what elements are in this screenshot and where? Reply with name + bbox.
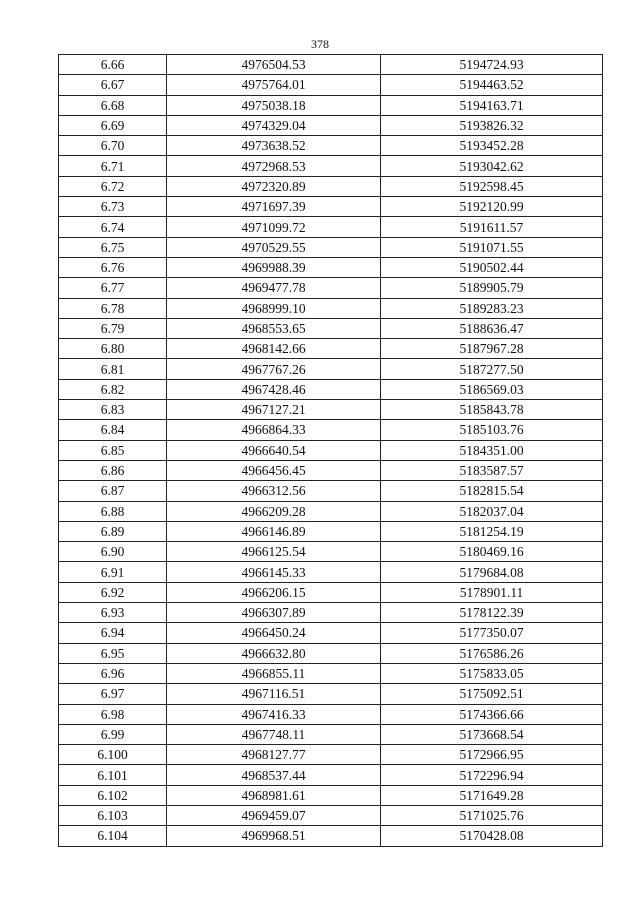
table-row: [59, 623, 603, 643]
point-id-cell: 6.74: [59, 217, 167, 237]
y-coordinate-cell: 5193826.32: [381, 115, 603, 135]
y-coordinate-cell: 5193042.62: [381, 156, 603, 176]
x-coordinate-cell: 4966125.54: [167, 542, 381, 562]
x-coordinate-cell: 4972968.53: [167, 156, 381, 176]
y-coordinate-cell: 5191071.55: [381, 237, 603, 257]
point-id-cell: 6.66: [59, 55, 167, 75]
y-coordinate-cell: 5184351.00: [381, 440, 603, 460]
table-row: [59, 663, 603, 683]
x-coordinate-cell: 4976504.53: [167, 55, 381, 75]
y-coordinate-cell: 5181254.19: [381, 521, 603, 541]
point-id-cell: 6.104: [59, 826, 167, 846]
point-id-cell: 6.70: [59, 136, 167, 156]
page-number: 378: [311, 37, 329, 51]
table-row: [59, 501, 603, 521]
x-coordinate-cell: 4967428.46: [167, 379, 381, 399]
table-row: [59, 339, 603, 359]
x-coordinate-cell: 4968999.10: [167, 298, 381, 318]
y-coordinate-cell: 5175092.51: [381, 684, 603, 704]
x-coordinate-cell: 4966145.33: [167, 562, 381, 582]
point-id-cell: 6.73: [59, 197, 167, 217]
point-id-cell: 6.71: [59, 156, 167, 176]
point-id-cell: 6.81: [59, 359, 167, 379]
y-coordinate-cell: 5194163.71: [381, 95, 603, 115]
x-coordinate-cell: 4966864.33: [167, 420, 381, 440]
x-coordinate-cell: 4968127.77: [167, 745, 381, 765]
point-id-cell: 6.99: [59, 724, 167, 744]
y-coordinate-cell: 5177350.07: [381, 623, 603, 643]
table-row: [59, 745, 603, 765]
y-coordinate-cell: 5171649.28: [381, 785, 603, 805]
x-coordinate-cell: 4967748.11: [167, 724, 381, 744]
point-id-cell: 6.82: [59, 379, 167, 399]
table-row: [59, 562, 603, 582]
y-coordinate-cell: 5194724.93: [381, 55, 603, 75]
table-body: [59, 55, 603, 847]
y-coordinate-cell: 5191611.57: [381, 217, 603, 237]
y-coordinate-cell: 5186569.03: [381, 379, 603, 399]
x-coordinate-cell: 4966640.54: [167, 440, 381, 460]
y-coordinate-cell: 5187967.28: [381, 339, 603, 359]
table-row: [59, 440, 603, 460]
y-coordinate-cell: 5182815.54: [381, 481, 603, 501]
x-coordinate-cell: 4971099.72: [167, 217, 381, 237]
y-coordinate-cell: 5193452.28: [381, 136, 603, 156]
y-coordinate-cell: 5171025.76: [381, 805, 603, 825]
table-row: [59, 278, 603, 298]
y-coordinate-cell: 5188636.47: [381, 318, 603, 338]
table-row: [59, 542, 603, 562]
table-row: [59, 420, 603, 440]
y-coordinate-cell: 5185843.78: [381, 400, 603, 420]
x-coordinate-cell: 4967116.51: [167, 684, 381, 704]
table-row: [59, 217, 603, 237]
table-row: [59, 75, 603, 95]
point-id-cell: 6.92: [59, 582, 167, 602]
y-coordinate-cell: 5189283.23: [381, 298, 603, 318]
point-id-cell: 6.67: [59, 75, 167, 95]
coordinate-table: [58, 54, 603, 847]
y-coordinate-cell: 5172296.94: [381, 765, 603, 785]
table-row: [59, 379, 603, 399]
table-row: [59, 481, 603, 501]
point-id-cell: 6.72: [59, 176, 167, 196]
x-coordinate-cell: 4975764.01: [167, 75, 381, 95]
table-row: [59, 785, 603, 805]
table-row: [59, 521, 603, 541]
x-coordinate-cell: 4969968.51: [167, 826, 381, 846]
point-id-cell: 6.79: [59, 318, 167, 338]
point-id-cell: 6.87: [59, 481, 167, 501]
point-id-cell: 6.84: [59, 420, 167, 440]
table-row: [59, 684, 603, 704]
y-coordinate-cell: 5187277.50: [381, 359, 603, 379]
table-row: [59, 176, 603, 196]
x-coordinate-cell: 4968553.65: [167, 318, 381, 338]
table-row: [59, 298, 603, 318]
y-coordinate-cell: 5178901.11: [381, 582, 603, 602]
point-id-cell: 6.94: [59, 623, 167, 643]
table-row: [59, 724, 603, 744]
y-coordinate-cell: 5182037.04: [381, 501, 603, 521]
point-id-cell: 6.77: [59, 278, 167, 298]
table-row: [59, 765, 603, 785]
point-id-cell: 6.101: [59, 765, 167, 785]
y-coordinate-cell: 5185103.76: [381, 420, 603, 440]
point-id-cell: 6.86: [59, 460, 167, 480]
y-coordinate-cell: 5170428.08: [381, 826, 603, 846]
x-coordinate-cell: 4966206.15: [167, 582, 381, 602]
table-row: [59, 115, 603, 135]
y-coordinate-cell: 5180469.16: [381, 542, 603, 562]
table-row: [59, 582, 603, 602]
x-coordinate-cell: 4966632.80: [167, 643, 381, 663]
point-id-cell: 6.103: [59, 805, 167, 825]
point-id-cell: 6.89: [59, 521, 167, 541]
point-id-cell: 6.91: [59, 562, 167, 582]
y-coordinate-cell: 5179684.08: [381, 562, 603, 582]
point-id-cell: 6.78: [59, 298, 167, 318]
x-coordinate-cell: 4966855.11: [167, 663, 381, 683]
y-coordinate-cell: 5173668.54: [381, 724, 603, 744]
y-coordinate-cell: 5192598.45: [381, 176, 603, 196]
y-coordinate-cell: 5192120.99: [381, 197, 603, 217]
table-row: [59, 704, 603, 724]
table-row: [59, 197, 603, 217]
x-coordinate-cell: 4968537.44: [167, 765, 381, 785]
y-coordinate-cell: 5175833.05: [381, 663, 603, 683]
point-id-cell: 6.88: [59, 501, 167, 521]
point-id-cell: 6.102: [59, 785, 167, 805]
table-row: [59, 318, 603, 338]
point-id-cell: 6.96: [59, 663, 167, 683]
y-coordinate-cell: 5190502.44: [381, 257, 603, 277]
x-coordinate-cell: 4969988.39: [167, 257, 381, 277]
table-row: [59, 55, 603, 75]
x-coordinate-cell: 4972320.89: [167, 176, 381, 196]
x-coordinate-cell: 4969459.07: [167, 805, 381, 825]
x-coordinate-cell: 4974329.04: [167, 115, 381, 135]
x-coordinate-cell: 4967767.26: [167, 359, 381, 379]
x-coordinate-cell: 4968981.61: [167, 785, 381, 805]
x-coordinate-cell: 4970529.55: [167, 237, 381, 257]
x-coordinate-cell: 4966209.28: [167, 501, 381, 521]
table-row: [59, 400, 603, 420]
table-row: [59, 156, 603, 176]
point-id-cell: 6.97: [59, 684, 167, 704]
point-id-cell: 6.68: [59, 95, 167, 115]
point-id-cell: 6.93: [59, 603, 167, 623]
table-row: [59, 643, 603, 663]
y-coordinate-cell: 5194463.52: [381, 75, 603, 95]
point-id-cell: 6.75: [59, 237, 167, 257]
x-coordinate-cell: 4966307.89: [167, 603, 381, 623]
x-coordinate-cell: 4966456.45: [167, 460, 381, 480]
point-id-cell: 6.80: [59, 339, 167, 359]
y-coordinate-cell: 5174366.66: [381, 704, 603, 724]
table-row: [59, 257, 603, 277]
y-coordinate-cell: 5176586.26: [381, 643, 603, 663]
table-row: [59, 805, 603, 825]
x-coordinate-cell: 4966450.24: [167, 623, 381, 643]
table-row: [59, 95, 603, 115]
x-coordinate-cell: 4966146.89: [167, 521, 381, 541]
table-row: [59, 237, 603, 257]
point-id-cell: 6.76: [59, 257, 167, 277]
point-id-cell: 6.85: [59, 440, 167, 460]
point-id-cell: 6.83: [59, 400, 167, 420]
table-row: [59, 460, 603, 480]
x-coordinate-cell: 4971697.39: [167, 197, 381, 217]
x-coordinate-cell: 4975038.18: [167, 95, 381, 115]
x-coordinate-cell: 4969477.78: [167, 278, 381, 298]
y-coordinate-cell: 5183587.57: [381, 460, 603, 480]
point-id-cell: 6.90: [59, 542, 167, 562]
y-coordinate-cell: 5178122.39: [381, 603, 603, 623]
x-coordinate-cell: 4967416.33: [167, 704, 381, 724]
point-id-cell: 6.98: [59, 704, 167, 724]
x-coordinate-cell: 4968142.66: [167, 339, 381, 359]
x-coordinate-cell: 4966312.56: [167, 481, 381, 501]
x-coordinate-cell: 4973638.52: [167, 136, 381, 156]
table-row: [59, 136, 603, 156]
y-coordinate-cell: 5189905.79: [381, 278, 603, 298]
table-row: [59, 826, 603, 846]
point-id-cell: 6.69: [59, 115, 167, 135]
table-row: [59, 603, 603, 623]
x-coordinate-cell: 4967127.21: [167, 400, 381, 420]
point-id-cell: 6.95: [59, 643, 167, 663]
point-id-cell: 6.100: [59, 745, 167, 765]
table-row: [59, 359, 603, 379]
y-coordinate-cell: 5172966.95: [381, 745, 603, 765]
